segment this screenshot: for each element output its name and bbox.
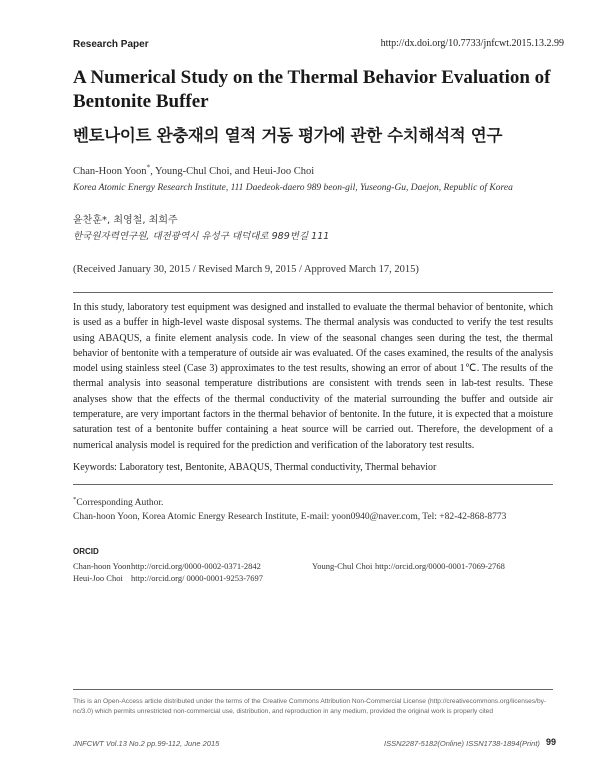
orcid-name: Chan-hoon Yoon — [73, 561, 131, 571]
doc-type-label: Research Paper — [73, 39, 149, 50]
keywords-line: Keywords: Laboratory test, Bentonite, ABAQUS, Thermal conductivity, Thermal behavior — [73, 462, 437, 473]
corresponding-mark-footnote: * — [73, 495, 77, 503]
corresponding-mark: * — [146, 162, 151, 172]
author-first: Chan-Hoon Yoon — [73, 166, 147, 177]
orcid-link[interactable]: http://orcid.org/0000-0001-7069-2768 — [375, 561, 505, 571]
author-list-korean: 윤찬훈*, 최영철, 최희주 — [73, 215, 178, 226]
abstract-bottom-divider — [73, 484, 553, 485]
doi-link[interactable]: http://dx.doi.org/10.7733/jnfcwt.2015.13.2.99 — [380, 38, 564, 49]
footer-issn: ISSN2287-5182(Online) ISSN1738-1894(Print) — [384, 739, 540, 748]
page-number: 99 — [546, 737, 557, 747]
corresponding-author-label — [73, 495, 164, 508]
orcid-name: Young-Chul Choi — [312, 561, 373, 571]
orcid-name: Heui-Joo Choi — [73, 573, 123, 583]
corresponding-author-detail: Chan-hoon Yoon, Korea Atomic Energy Research Institute, E-mail: yoon0940@naver.com, Tel: +82-42-868-8773 — [73, 512, 507, 522]
footer-journal-info: JNFCWT Vol.13 No.2 pp.99-112, June 2015 — [73, 739, 220, 748]
orcid-link[interactable]: http://orcid.org/0000-0002-0371-2842 — [131, 561, 261, 571]
author-rest: , Young-Chul Choi, and Heui-Joo Choi — [150, 166, 315, 177]
paper-title: A Numerical Study on the Thermal Behavior Evaluation of Bentonite Buffer — [73, 67, 551, 112]
orcid-link[interactable]: http://orcid.org/ 0000-0001-9253-7697 — [131, 573, 264, 583]
license-notice: This is an Open-Access article distributed under the terms of the Creative Commons Attribution Non-Commercial License (http://creativecommons.org/licenses/by-nc/3.0) which permits unrestricted non-commercial use, distribution, and reproduction in any medium, provided the original work is properly cited — [73, 698, 547, 715]
author-affiliation-korean: 한국원자력연구원, 대전광역시 유성구 대덕대로 989번길 111 — [73, 231, 330, 242]
paper-title-korean: 벤토나이트 완충재의 열적 거동 평가에 관한 수치해석적 연구 — [73, 126, 503, 145]
license-divider — [73, 689, 553, 690]
orcid-heading: ORCID — [73, 547, 99, 556]
submission-dates: (Received January 30, 2015 / Revised March 9, 2015 / Approved March 17, 2015) — [73, 264, 419, 275]
author-list — [73, 162, 315, 177]
corresponding-label-text: Corresponding Author. — [76, 498, 164, 508]
author-affiliation: Korea Atomic Energy Research Institute, 111 Daedeok-daero 989 beon-gil, Yuseong-Gu, Daejon, Republic of Korea — [73, 183, 513, 193]
abstract-text: In this study, laboratory test equipment was designed and installed to evaluate the thermal behavior of bentonite, which is used as a buffer in high-level waste disposal systems. The thermal analysis was conducted to verify the test results using ABAQUS, a finite element analysis code. In view of the seasonal changes seen during the test, the thermal behavior of bentonite with a temperature of outside air was evaluated. Of the cases examined, the results of the analysis model using stainless steel (Case 3) approximates to the test results, showing an error of about 1℃. The results of the thermal analysis into seasonal temperature distributions are consistent with trends seen in lab-test results. These analyses show that the effects of the thermal conductivity of the material surrounding the buffer and outside air temperature, are very important factors in the thermal behavior of bentonite. In the future, it is expected that a moisture saturation test of a bentonite buffer containing a heat source will be carried out. Therefore, the development of a numerical analysis model is required for the prediction and verification of the laboratory test results. — [73, 302, 553, 451]
abstract-top-divider — [73, 292, 553, 293]
